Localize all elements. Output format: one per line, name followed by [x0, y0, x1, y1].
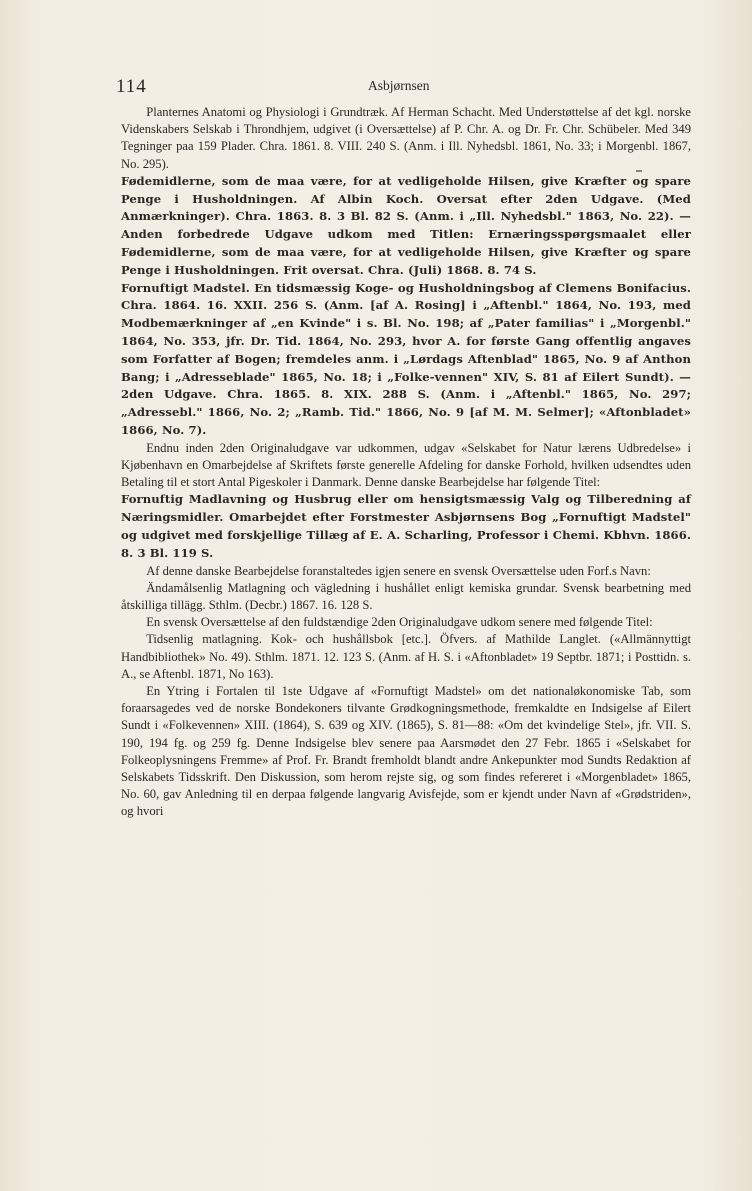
entry-fornuftig-madlavning: Fornuftig Madlavning og Husbrug eller om hensigtsmæssig Valg og Tilberedning af Næringsmidler. Omarbejdet efter Forstmester Asbjørnsens Bog „Fornuftigt Madstel" og udgivet med forskjellige Tillæg af E. A. Scharling, Professor i Chemi. Kbhvn. 1866. 8. 3 Bl. 119 S.: [121, 492, 691, 560]
page-body: [121, 104, 691, 821]
page-number: 114: [116, 76, 147, 97]
running-head: [116, 76, 696, 96]
entry-fornuftigt-madstel: Fornuftigt Madstel. En tidsmæssig Koge- og Husholdningsbog af Clemens Bonifacius. Chra. 1864. 16. XXII. 256 S. (Anm. [af A. Rosing] i „Aftenbl." 1864, No. 193, med Modbemærkninger af „en Kvinde" i s. Bl. No. 198; af „Pater familias" i „Morgenbl." 1864, No. 353, jfr. Dr. Tid. 1864, No. 293, hvor A. for første Gang offentlig angaves som Forfatter af Bogen; fremdeles anm. i „Lørdags Aftenblad" 1865, No. 9 af Anthon Bang; i „Adresseblade" 1865, No. 18; i „Folke-vennen" XIV, S. 81 af Eilert Sundt). — 2den Udgave. Chra. 1865. 8. XIX. 288 S. (Anm. i „Aftenbl." 1865, No. 297; „Adressebl." 1866, No. 2; „Ramb. Tid." 1866, No. 9 [af M. M. Selmer]; «Aftonbladet» 1866, No. 7).: [121, 280, 691, 437]
entry-andamalsenlig-matlagning: Ändamålsenlig Matlagning och vägledning i hushållet enligt kemiska grundar. Svensk bearbetning med åtskilliga tillägg. Sthlm. (Decbr.) 1867. 16. 128 S.: [121, 580, 691, 612]
paragraph-second-swedish: En svensk Oversættelse af den fuldstændige 2den Originaludgave udkom senere med følgende Titel:: [146, 615, 653, 630]
entry-planternes-anatomi: Planternes Anatomi og Physiologi i Grundtræk. Af Herman Schacht. Med Understøttelse af det kgl. norske Videnskabers Selskab i Throndhjem, udgivet (i Oversættelse) af P. Chr. A. og Dr. Fr. Chr. Schübeler. Med 349 Tegninger paa 159 Plader. Chra. 1861. 8. VIII. 240 S. (Anm. i Ill. Nyhedsbl. 1861, No. 33; i Morgenbl. 1867, No. 295).: [121, 105, 691, 171]
running-title: Asbjørnsen: [368, 78, 430, 93]
entry-fodemidlerne: Fødemidlerne, som de maa være, for at vedligeholde Hilsen, give Kræfter og spare Penge i Husholdningen. Af Albin Koch. Oversat efter 2den Udgave. (Med Anmærkninger). Chra. 1863. 8. 3 Bl. 82 S. (Anm. i „Ill. Nyhedsbl." 1863, No. 22). — Anden forbedrede Udgave udkom med Titlen: Ernæringsspørgsmaalet eller Fødemidlerne, som de maa være, for at vedligeholde Hilsen, give Kræfter og spare Penge i Husholdningen. Frit oversat. Chra. (Juli) 1868. 8. 74 S.: [121, 173, 691, 277]
paragraph-danish-edition: Endnu inden 2den Originaludgave var udkommen, udgav «Selskabet for Natur lærens Udbredelse» i Kjøbenhavn en Omarbejdelse af Skriftets første generelle Afdeling for danske Forhold, hvilken udsendtes uden Betaling til et stort Antal Pigeskoler i Danmark. Denne danske Bearbejdelse har følgende Titel:: [121, 440, 691, 490]
paragraph-grodstriden: En Ytring i Fortalen til 1ste Udgave af «Fornuftigt Madstel» om det nationaløkonomiske Tab, som foraarsagedes ved de norske Bondekoners tilvante Grødkogningsmethode, fremkaldte en Indsigelse af Eilert Sundt i «Folkevennen» XIII. (1864), S. 639 og XIV. (1865), S. 81—88: «Om det kvindelige Stel», jfr. VII. S. 190, 194 fg. og 259 fg. Denne Indsigelse blev senere paa Aarsmødet den 27 Febr. 1865 i «Selskabet for Folkeoplysningens Fremme» af Prof. Fr. Brandt fremholdt blandt andre Ankepunkter mod Sundts Redaktion af Selskabets Tidsskrift. Den Diskussion, som herom rejste sig, og som findes refereret i «Morgenbladet» 1865, No. 60, gav Anledning til en derpaa følgende langvarig Avisfejde, som er kjendt under Navn af «Grødstriden», og hvori: [121, 683, 691, 819]
entry-tidsenlig-matlagning: Tidsenlig matlagning. Kok- och hushållsbok [etc.]. Öfvers. af Mathilde Langlet. («Allmännyttigt Handbibliothek» No. 49). Sthlm. 1871. 12. 123 S. (Anm. af H. S. i «Aftonbladet» 19 Septbr. 1871; i Posttidn. s. A., se Aftenbl. 1871, No 163).: [121, 632, 691, 681]
paragraph-swedish-translation: Af denne danske Bearbejdelse foranstaltedes igjen senere en svensk Oversættelse uden Forf.s Navn:: [146, 563, 651, 578]
